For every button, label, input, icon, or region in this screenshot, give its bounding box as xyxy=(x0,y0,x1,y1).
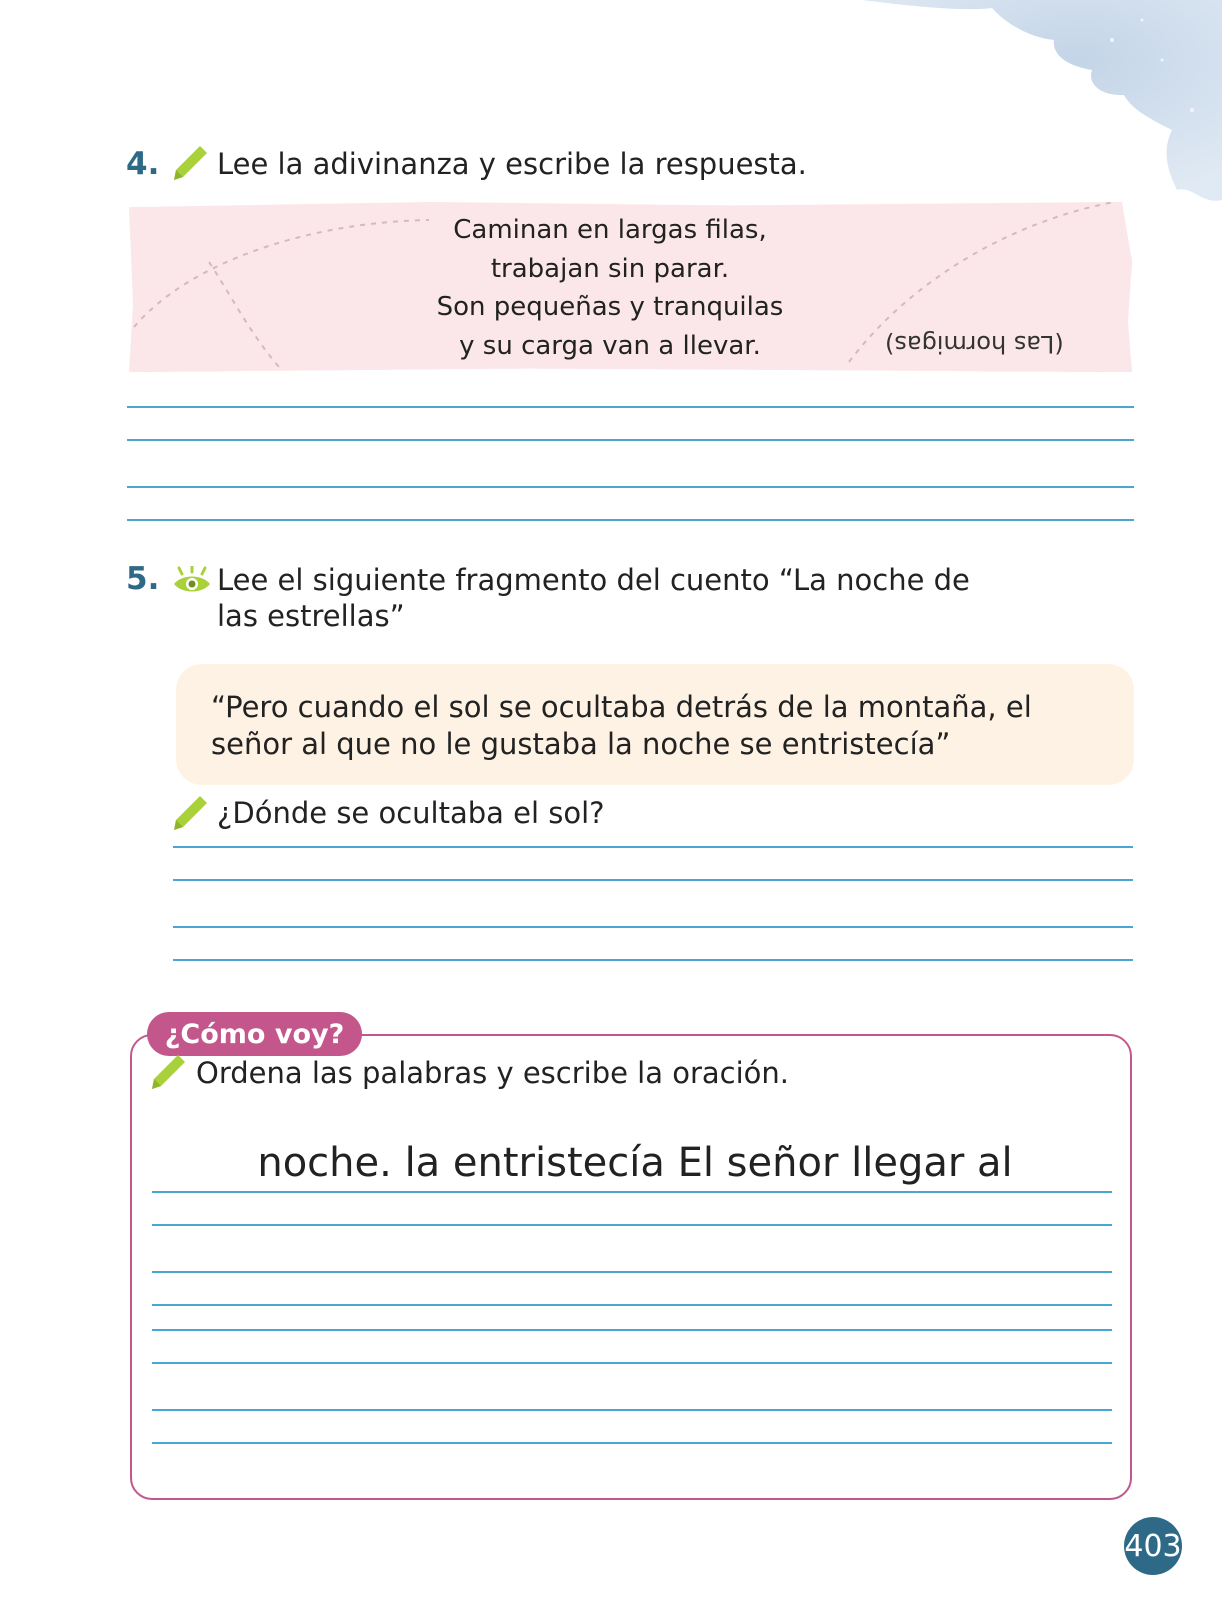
riddle-answer-upside-down: (Las hormigas) xyxy=(885,330,1064,358)
eye-icon xyxy=(172,566,212,596)
riddle-text xyxy=(300,211,920,365)
answer-line[interactable] xyxy=(152,1224,1112,1226)
riddle-line: Son pequeñas y tranquilas xyxy=(436,292,784,322)
exercise-5-question: ¿Dónde se ocultaba el sol? xyxy=(217,796,605,830)
riddle-line: trabajan sin parar. xyxy=(490,253,730,284)
pencil-icon xyxy=(170,143,210,183)
exercise-number-4: 4. xyxy=(126,146,160,182)
como-voy-frame xyxy=(130,1034,1132,1500)
story-quote-line: señor al que no le gustaba la noche se entristecía” xyxy=(211,727,951,761)
pencil-icon xyxy=(148,1052,188,1092)
exercise-5-instruction-line: las estrellas” xyxy=(217,599,405,633)
exercise-5-instruction-line: Lee el siguiente fragmento del cuento “La noche de xyxy=(217,563,970,597)
answer-line[interactable] xyxy=(173,959,1133,961)
answer-line[interactable] xyxy=(173,926,1133,928)
answer-line[interactable] xyxy=(127,406,1134,408)
answer-line[interactable] xyxy=(127,519,1134,521)
como-voy-instruction: Ordena las palabras y escribe la oración. xyxy=(196,1056,789,1090)
answer-line[interactable] xyxy=(152,1271,1112,1273)
answer-line[interactable] xyxy=(152,1409,1112,1411)
scrambled-sentence: noche. la entristecía El señor llegar al xyxy=(257,1140,1013,1186)
answer-line[interactable] xyxy=(173,879,1133,881)
exercise-4-instruction: Lee la adivinanza y escribe la respuesta. xyxy=(217,147,807,181)
story-quote-line: “Pero cuando el sol se ocultaba detrás de la montaña, el xyxy=(211,690,1032,724)
answer-line[interactable] xyxy=(152,1362,1112,1364)
answer-line[interactable] xyxy=(152,1329,1112,1331)
cloud-decoration xyxy=(862,0,1222,230)
riddle-line: y su carga van a llevar. xyxy=(459,330,761,361)
answer-line[interactable] xyxy=(127,439,1134,441)
answer-line[interactable] xyxy=(152,1442,1112,1444)
answer-line[interactable] xyxy=(152,1191,1112,1193)
exercise-number-5: 5. xyxy=(126,561,160,597)
page-number: 403 xyxy=(1124,1517,1182,1575)
story-fragment-text xyxy=(211,689,1111,763)
pencil-icon xyxy=(170,793,210,833)
como-voy-tab: ¿Cómo voy? xyxy=(147,1012,362,1056)
answer-line[interactable] xyxy=(127,486,1134,488)
answer-line[interactable] xyxy=(152,1304,1112,1306)
exercise-5-instruction xyxy=(217,562,970,634)
answer-line[interactable] xyxy=(173,846,1133,848)
riddle-line: Caminan en largas filas, xyxy=(453,215,767,245)
